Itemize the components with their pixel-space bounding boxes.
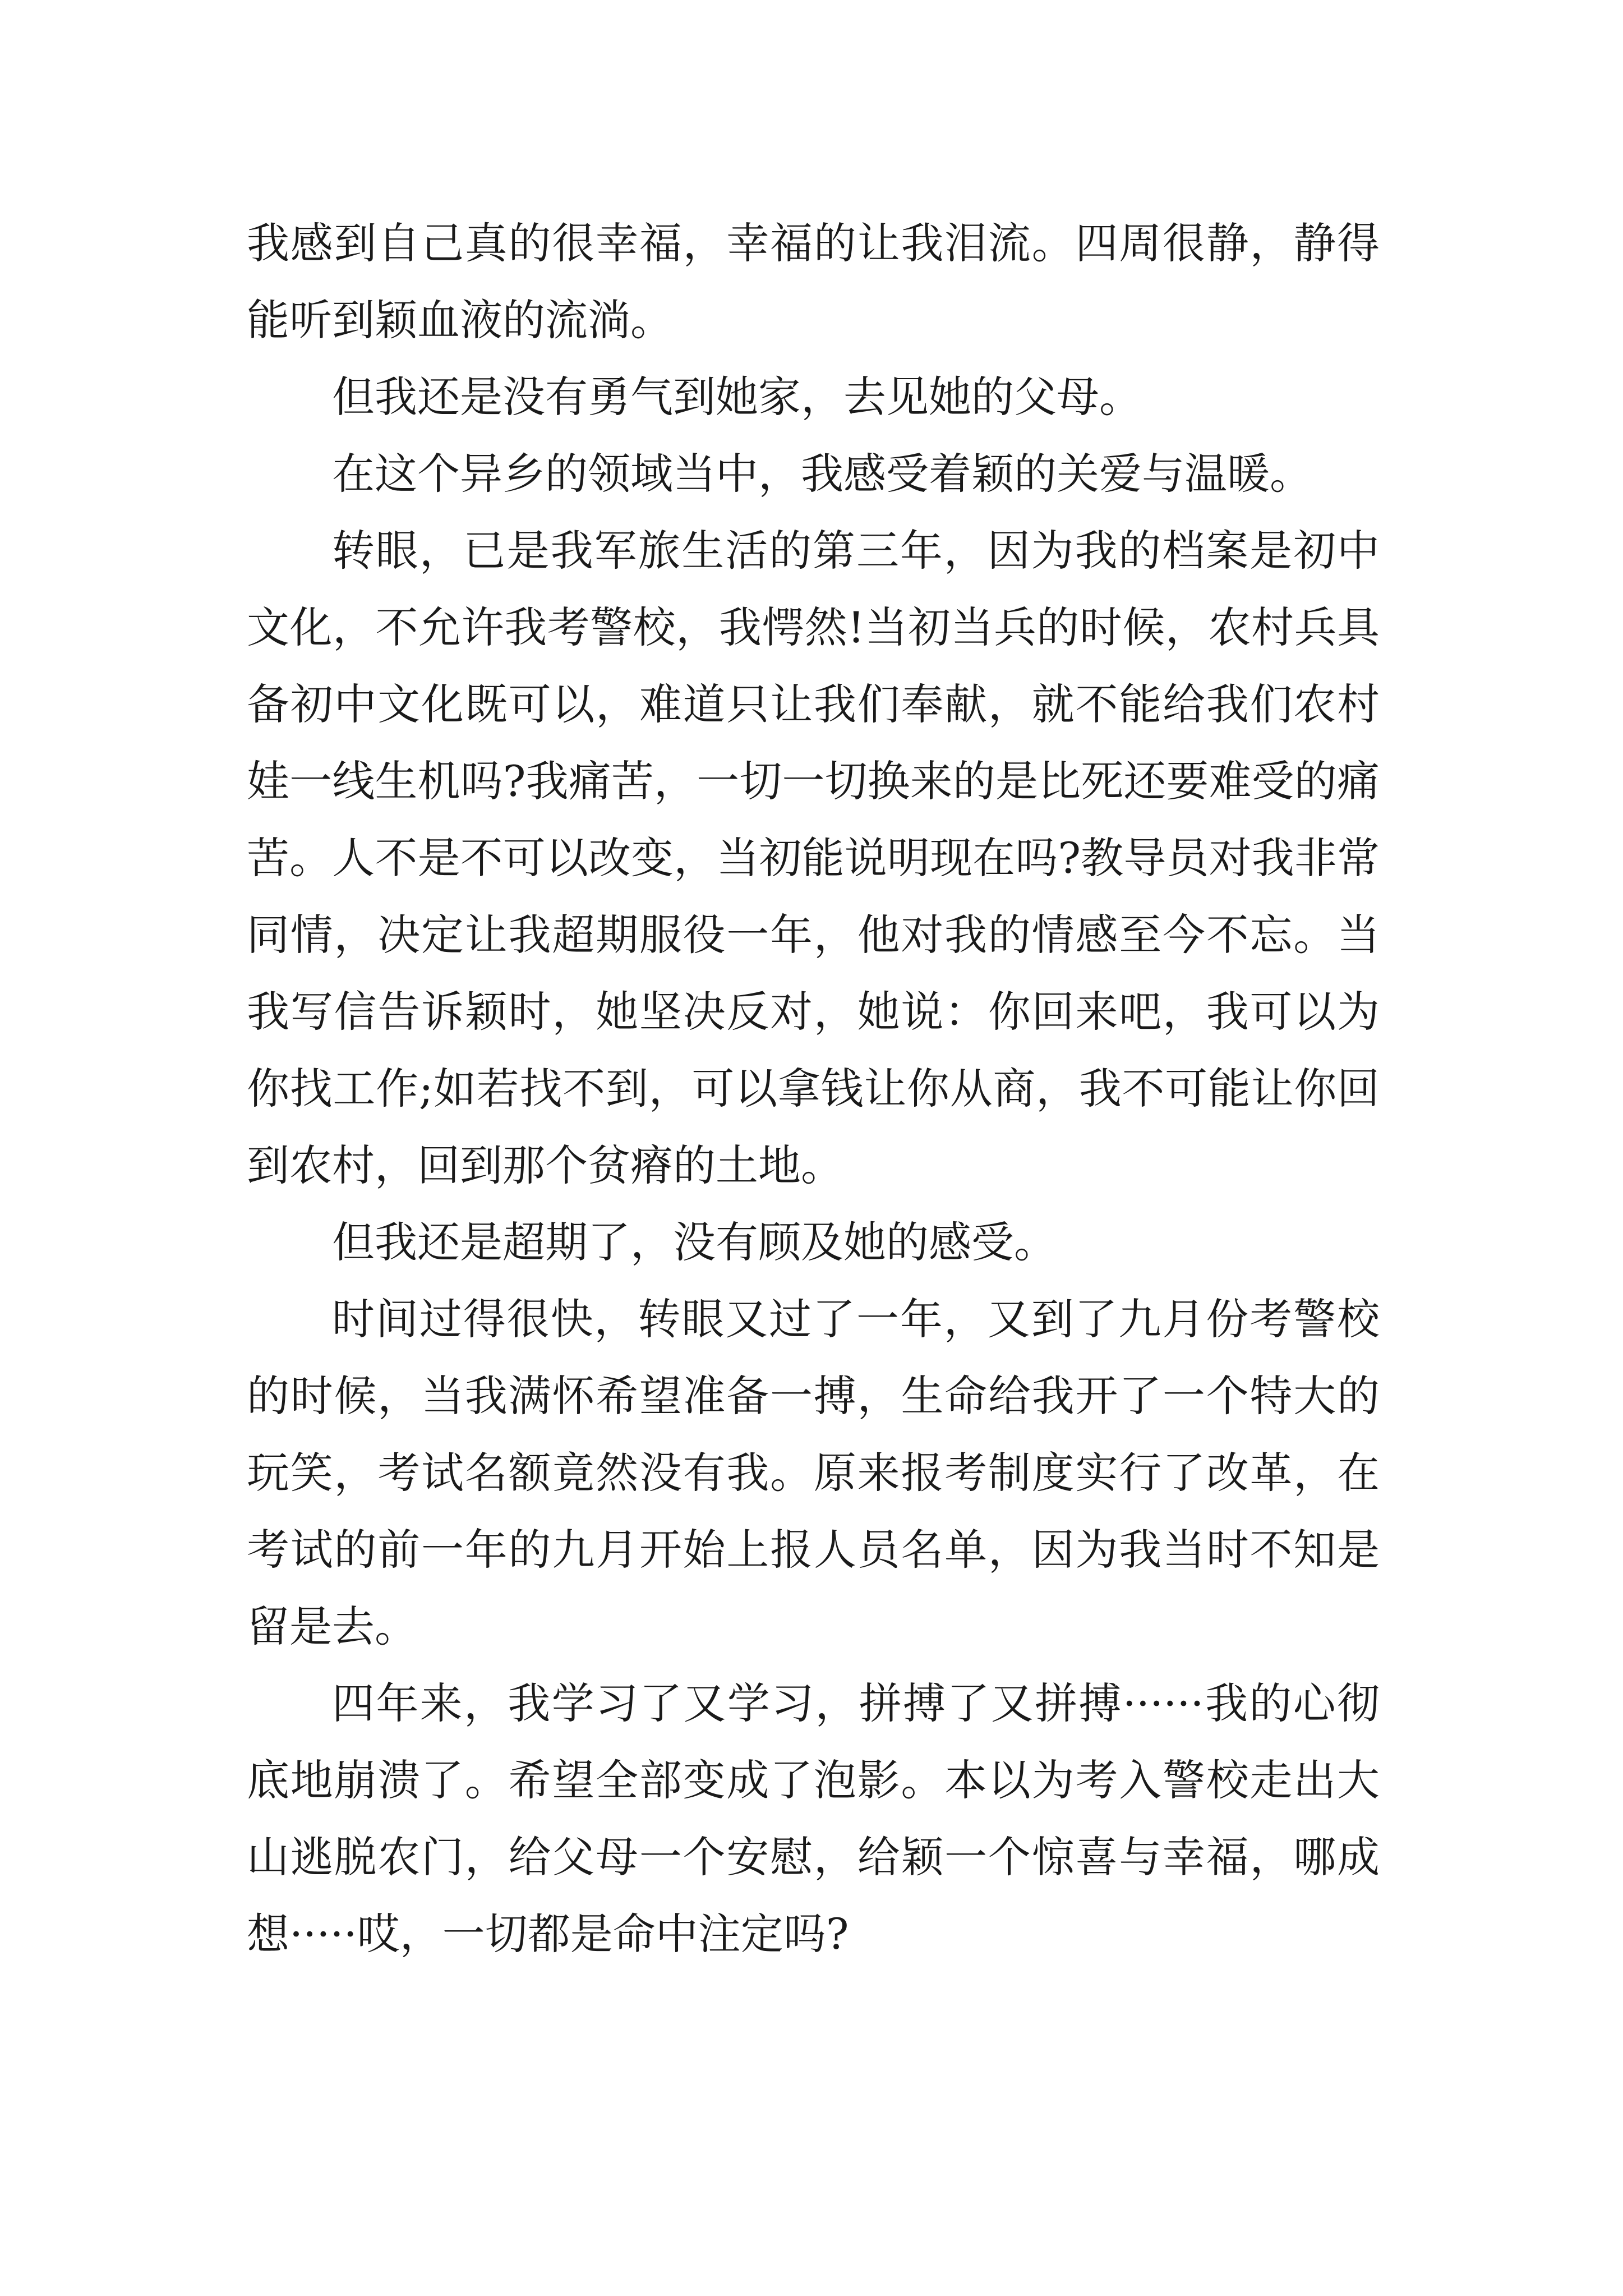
paragraph-5: 但我还是超期了，没有顾及她的感受。 xyxy=(332,1217,1057,1267)
document-body xyxy=(247,205,1380,1972)
paragraph-1: 我感到自己真的很幸福，幸福的让我泪流。四周很静，静得能听到颖血液的流淌。 xyxy=(247,218,1380,345)
paragraph-6: 时间过得很快，转眼又过了一年，又到了九月份考警校的时候，当我满怀希望准备一搏，生命给我开了一个特大的玩笑，考试名额竟然没有我。原来报考制度实行了改革，在考试的前一年的九月开始上报人员名单，因为我当时不知是留是去。 xyxy=(247,1294,1380,1651)
paragraph-7: 四年来，我学习了又学习，拼搏了又拼搏······我的心彻底地崩溃了。希望全部变成了泡影。本以为考入警校走出大山逃脱农门，给父母一个安慰，给颖一个惊喜与幸福，哪成想·····哎，一切都是命中注定吗? xyxy=(247,1678,1380,1959)
paragraph-4: 转眼，已是我军旅生活的第三年，因为我的档案是初中文化，不允许我考警校，我愕然!当初当兵的时候，农村兵具备初中文化既可以，难道只让我们奉献，就不能给我们农村娃一线生机吗?我痛苦，一切一切换来的是比死还要难受的痛苦。人不是不可以改变，当初能说明现在吗?教导员对我非常同情，决定让我超期服役一年，他对我的情感至今不忘。当我写信告诉颖时，她坚决反对，她说：你回来吧，我可以为你找工作;如若找不到，可以拿钱让你从商，我不可能让你回到农村，回到那个贫瘠的土地。 xyxy=(247,526,1380,1190)
paragraph-2: 但我还是没有勇气到她家，去见她的父母。 xyxy=(332,372,1142,422)
paragraph-3: 在这个异乡的领域当中，我感受着颖的关爱与温暖。 xyxy=(332,449,1312,499)
